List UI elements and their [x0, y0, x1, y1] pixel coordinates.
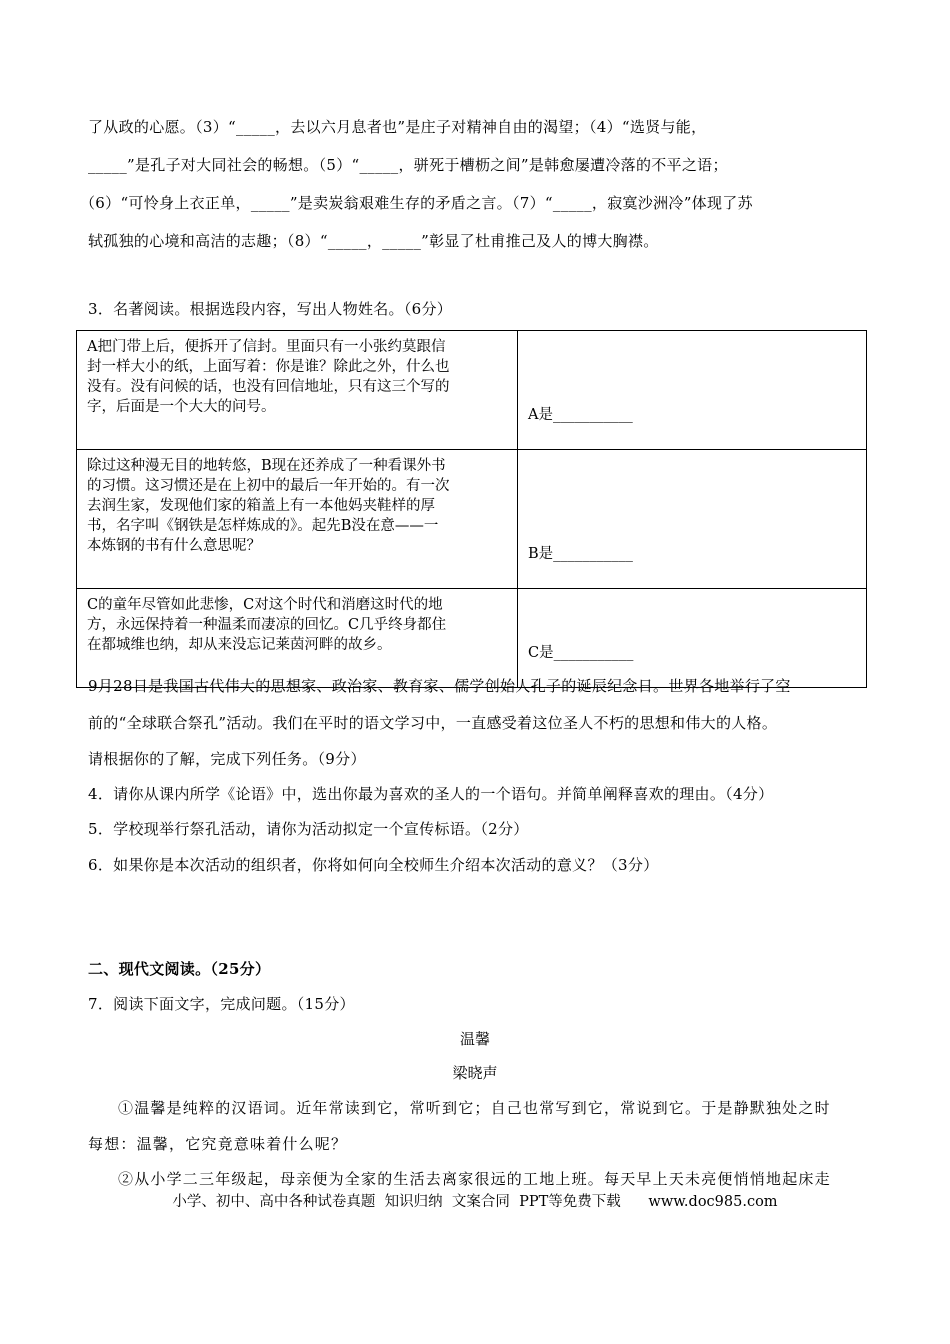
q7-text: 7．阅读下面文字，完成问题。（15分） [88, 995, 355, 1013]
poetry-line-2: _____”是孔子对大同社会的畅想。（5）“_____，骈死于槽枥之间”是韩愈屡遭冷落的不平之语； [88, 156, 728, 174]
excerpt-a-line: A把门带上后，便拆开了信封。里面只有一小张约莫跟信 [87, 339, 446, 355]
q3-table [76, 330, 867, 688]
q4-text: 4．请你从课内所学《论语》中，选出你最为喜欢的圣人的一个语句。并简单阐释喜欢的理由。（4分） [88, 785, 774, 803]
excerpt-b-line: 除过这种漫无目的地转悠，B现在还养成了一种看课外书 [87, 458, 446, 474]
section2-title: 二、现代文阅读。（25分） [88, 960, 271, 978]
essay-title: 温馨 [459, 1030, 490, 1048]
confucius-intro-1: 9月28日是我国古代伟大的思想家、政治家、教育家、儒学创始人孔子的诞辰纪念日。世界各地举行了空 [88, 677, 791, 695]
q6-text: 6．如果你是本次活动的组织者，你将如何向全校师生介绍本次活动的意义？（3分） [88, 856, 659, 874]
excerpt-b [77, 450, 518, 589]
answer-c[interactable]: C是___________ [518, 589, 867, 688]
excerpt-b-line: 去润生家，发现他们家的箱盖上有一本他妈夹鞋样的厚 [87, 498, 435, 514]
table-row [77, 331, 867, 450]
page-footer: 小学、初中、高中各种试卷真题 知识归纳 文案合同 PPT等免费下载 www.doc985.com [172, 1194, 778, 1210]
confucius-intro-3: 请根据你的了解，完成下列任务。（9分） [88, 750, 366, 768]
table-row [77, 450, 867, 589]
answer-a[interactable]: A是___________ [518, 331, 867, 450]
poetry-line-3: （6）“可怜身上衣正单，_____”是卖炭翁艰难生存的矛盾之言。（7）“_____，寂寞沙洲冷”体现了苏 [80, 194, 753, 212]
poetry-line-4: 轼孤独的心境和高洁的志趣；（8）“_____，_____”彰显了杜甫推己及人的博大胸襟。 [88, 232, 659, 250]
excerpt-a-line: 封一样大小的纸，上面写着：你是谁？除此之外，什么也 [87, 359, 450, 375]
excerpt-b-line: 书，名字叫《钢铁是怎样炼成的》。起先B没在意——一 [87, 518, 439, 534]
excerpt-c-line: 在都城维也纳，却从来没忘记莱茵河畔的故乡。 [87, 637, 392, 653]
excerpt-c [77, 589, 518, 688]
answer-b[interactable]: B是___________ [518, 450, 867, 589]
q3-heading: 3．名著阅读。根据选段内容，写出人物姓名。（6分） [88, 300, 453, 318]
excerpt-c-line: 方，永远保持着一种温柔而凄凉的回忆。C几乎终身都住 [87, 617, 447, 633]
poetry-line-1: 了从政的心愿。（3）“_____，去以六月息者也”是庄子对精神自由的渴望；（4）“选贤与能， [88, 118, 707, 136]
excerpt-a-line: 没有。没有问候的话，也没有回信地址，只有这三个写的 [87, 379, 450, 395]
table-row [77, 589, 867, 688]
excerpt-a-line: 字，后面是一个大大的问号。 [87, 399, 276, 415]
confucius-intro-2: 前的“全球联合祭孔”活动。我们在平时的语文学习中，一直感受着这位圣人不朽的思想和伟大的人格。 [88, 714, 778, 732]
essay-paragraph-line: ②从小学二三年级起，母亲便为全家的生活去离家很远的工地上班。每天早上天未亮便悄悄地起床走 [118, 1170, 831, 1188]
excerpt-b-line: 的习惯。这习惯还是在上初中的最后一年开始的。有一次 [87, 478, 450, 494]
excerpt-b-line: 本炼钢的书有什么意思呢？ [87, 538, 261, 554]
q5-text: 5．学校现举行祭孔活动，请你为活动拟定一个宣传标语。（2分） [88, 820, 529, 838]
essay-author: 梁晓声 [452, 1064, 498, 1082]
essay-paragraph-line: ①温馨是纯粹的汉语词。近年常读到它，常听到它；自己也常写到它，常说到它。于是静默独处之时 [118, 1099, 831, 1117]
essay-paragraph-line: 每想：温馨，它究竟意味着什么呢？ [88, 1135, 348, 1153]
excerpt-c-line: C的童年尽管如此悲惨，C对这个时代和消磨这时代的地 [87, 597, 443, 613]
excerpt-a [77, 331, 518, 450]
